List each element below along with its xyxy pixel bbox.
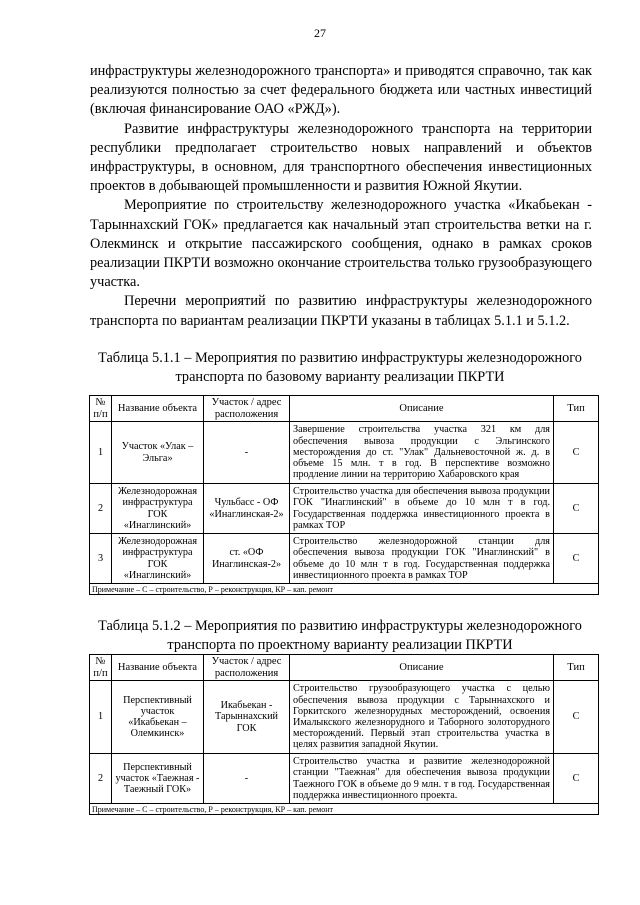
header-name: Название объекта [112, 396, 204, 422]
table-caption: Таблица 5.1.1 – Мероприятия по развитию инфраструктуры железнодорожного транспорта по базовому варианту реализации ПКРТИ [98, 350, 582, 385]
cell-name: Перспективный участок «Икабьекан – Олемкинск» [112, 681, 204, 754]
table-row [90, 534, 599, 584]
header-num: № п/п [90, 655, 112, 681]
table-caption: Таблица 5.1.2 – Мероприятия по развитию инфраструктуры железнодорожного транспорта по проектному варианту реализации ПКРТИ [98, 618, 582, 653]
table-5-1-2 [89, 654, 599, 815]
paragraph: Развитие инфраструктуры железнодорожного транспорта на территории республики предполагает строительство новых направлений и объектов инфраструктуры, в основном, для транспортного обеспечения инвестиционных проектов в добывающей промышленности и развития Южной Якутии. [90, 120, 592, 195]
cell-name: Участок «Улак – Эльга» [112, 422, 204, 484]
table-note-row [90, 584, 599, 595]
table-row [90, 754, 599, 804]
header-num: № п/п [90, 396, 112, 422]
paragraph: инфраструктуры железнодорожного транспорта» и приводятся справочно, так как реализуются полностью за счет федерального бюджета или частных инвестиций (включая финансирование ОАО «РЖД»). [90, 63, 592, 118]
paragraph: Мероприятие по строительству железнодорожного участка «Икабьекан - Тарыннахский ГОК» предлагается как начальный этап строительства ветки на г. Олекминск и открытие пассажирского сообщения, однако в рамках сроков реализации ПКРТИ возможно окончание строительства только грузообразующего участка. [90, 197, 592, 291]
cell-name: Железнодорожная инфраструктура ГОК «Инаглинский» [112, 534, 204, 584]
cell-description: Строительство грузообразующего участка с целью обеспечения вывоза продукции с Тарыннахского и Горкитского железнорудных месторождений, освоения Ималыкского железнорудного и Таборного золоторудного месторождений. Первый этап строительства участка в целях развития западной Якутии. [290, 681, 554, 754]
cell-location: - [204, 422, 290, 484]
cell-num: 1 [90, 681, 112, 754]
page-number: 27 [314, 26, 326, 40]
table-header-row [90, 655, 599, 681]
header-location: Участок / адрес расположения [204, 396, 290, 422]
cell-name: Перспективный участок «Таежная - Таежный ГОК» [112, 754, 204, 804]
cell-num: 2 [90, 484, 112, 534]
table-header-row [90, 396, 599, 422]
cell-location: ст. «ОФ Инаглинская-2» [204, 534, 290, 584]
table-row [90, 681, 599, 754]
header-description: Описание [290, 655, 554, 681]
cell-description: Строительство участка и развитие железнодорожной станции "Таежная" для обеспечения вывоза продукции Таежного ГОК в объеме до 9 млн. т в год. Государственная поддержка инвестиционного проекта. [290, 754, 554, 804]
table-note: Примечание – С – строительство, Р – реконструкция, КР – кап. ремонт [90, 584, 599, 595]
cell-num: 2 [90, 754, 112, 804]
cell-type: С [554, 484, 599, 534]
header-name: Название объекта [112, 655, 204, 681]
body-text [90, 62, 592, 331]
header-type: Тип [554, 655, 599, 681]
cell-location: Чульбасс - ОФ «Инаглинская-2» [204, 484, 290, 534]
table-note: Примечание – С – строительство, Р – реконструкция, КР – кап. ремонт [90, 804, 599, 815]
header-location: Участок / адрес расположения [204, 655, 290, 681]
table-note-row [90, 804, 599, 815]
cell-type: С [554, 534, 599, 584]
table-row [90, 422, 599, 484]
cell-location: - [204, 754, 290, 804]
header-description: Описание [290, 396, 554, 422]
cell-type: С [554, 681, 599, 754]
cell-num: 3 [90, 534, 112, 584]
cell-type: С [554, 422, 599, 484]
header-type: Тип [554, 396, 599, 422]
cell-type: С [554, 754, 599, 804]
paragraph: Перечни мероприятий по развитию инфраструктуры железнодорожного транспорта по вариантам реализации ПКРТИ указаны в таблицах 5.1.1 и 5.1.2. [90, 293, 592, 329]
cell-description: Завершение строительства участка 321 км для обеспечения вывоза продукции с Эльгинского месторождения до ст. "Улак" Дальневосточной ж. д. в объеме 15 млн. т в год. В перспективе возможно продление линии на территорию Хабаровского края [290, 422, 554, 484]
cell-name: Железнодорожная инфраструктура ГОК «Инаглинский» [112, 484, 204, 534]
table-row [90, 484, 599, 534]
cell-location: Икабьекан - Тарыннахский ГОК [204, 681, 290, 754]
table-5-1-1 [89, 395, 599, 595]
cell-num: 1 [90, 422, 112, 484]
cell-description: Строительство участка для обеспечения вывоза продукции ГОК "Инаглинский" в объеме до 10 млн т в год. Государственная поддержка инвестиционного проекта в рамках ТОР [290, 484, 554, 534]
cell-description: Строительство железнодорожной станции для обеспечения вывоза продукции ГОК "Инаглинский" в объеме до 10 млн т в год. Государственная поддержка инвестиционного проекта в рамках ТОР [290, 534, 554, 584]
